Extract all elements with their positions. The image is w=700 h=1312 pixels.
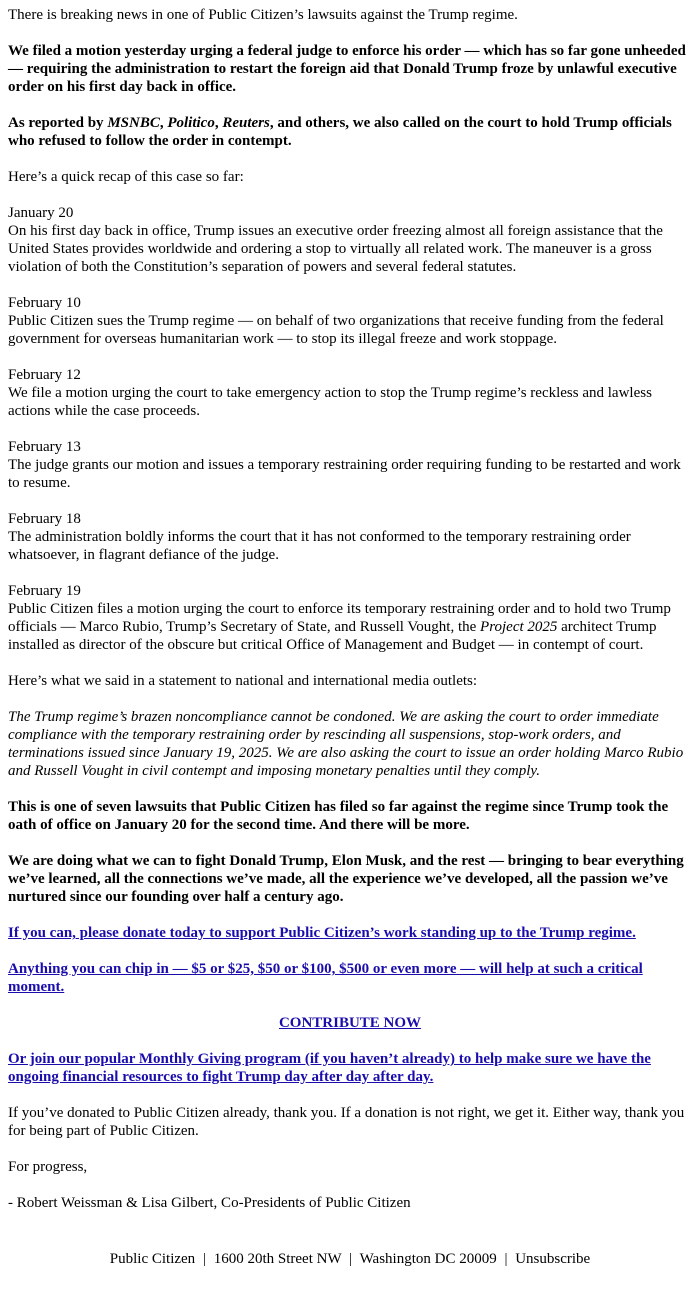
footer-separator: | <box>202 1251 206 1267</box>
fight-paragraph: We are doing what we can to fight Donald Trump, Elon Musk, and the rest — bringing to bear everything we’ve learned, all the connections we’ve made, all the experience we’ve developed, all the passion we’ve nurtured since our founding over half a century ago. <box>8 853 684 905</box>
timeline-date: January 20 <box>8 205 74 221</box>
footer-org: Public Citizen <box>109 1251 196 1267</box>
timeline-text: Public Citizen files a motion urging the court to enforce its temporary restraining order and to hold two Trump officials — Marco Rubio, Trump’s Secretary of State, and Russell Vought, the Project 2025 architect Trump installed as director of the obscure but critical Office of Management and Budget — in contempt of court. <box>8 601 671 653</box>
monthly-giving-link[interactable]: Or join our popular Monthly Giving program (if you haven’t already) to help make sure we have the ongoing financial resources to fight Trump day after day after day. <box>8 1051 651 1085</box>
timeline-text: We file a motion urging the court to take emergency action to stop the Trump regime’s reckless and lawless actions while the case proceeds. <box>8 385 652 419</box>
footer-separator: | <box>504 1251 508 1267</box>
donate-link[interactable]: If you can, please donate today to support Public Citizen’s work standing up to the Trump regime. <box>8 925 636 941</box>
timeline-entry <box>8 438 692 492</box>
thanks-paragraph: If you’ve donated to Public Citizen already, thank you. If a donation is not right, we get it. Either way, thank you for being part of Public Citizen. <box>8 1105 685 1139</box>
intro-paragraph: There is breaking news in one of Public Citizen’s lawsuits against the Trump regime. <box>8 7 518 23</box>
timeline-text: On his first day back in office, Trump issues an executive order freezing almost all foreign assistance that the United States provides worldwide and ordering a stop to virtually all related work. The maneuver is a gross violation of both the Constitution’s separation of powers and several federal statutes. <box>8 223 663 275</box>
motion-paragraph: We filed a motion yesterday urging a federal judge to enforce his order — which has so far gone unheeded — requiring the administration to restart the foreign aid that Donald Trump froze by unlawful executive order on his first day back in office. <box>8 43 686 95</box>
chip-in-link[interactable]: Anything you can chip in — $5 or $25, $50 or $100, $500 or even more — will help at such a critical moment. <box>8 961 643 995</box>
unsubscribe-link[interactable]: Unsubscribe <box>515 1251 591 1267</box>
timeline-text: The judge grants our motion and issues a temporary restraining order requiring funding to be restarted and work to resume. <box>8 457 681 491</box>
timeline-date: February 18 <box>8 511 81 527</box>
footer <box>8 1250 692 1268</box>
closing: For progress, <box>8 1159 88 1175</box>
timeline-date: February 19 <box>8 583 81 599</box>
timeline-entry <box>8 204 692 276</box>
timeline-text: The administration boldly informs the court that it has not conformed to the temporary restraining order whatsoever, in flagrant defiance of the judge. <box>8 529 631 563</box>
statement-intro: Here’s what we said in a statement to national and international media outlets: <box>8 673 478 689</box>
politico-mention: Politico <box>167 115 215 131</box>
monthly-link-paragraph <box>8 1050 692 1086</box>
chip-in-link-paragraph <box>8 960 692 996</box>
signature: - Robert Weissman & Lisa Gilbert, Co-Presidents of Public Citizen <box>8 1195 411 1211</box>
project-2025-mention: Project 2025 <box>480 619 558 635</box>
reuters-mention: Reuters <box>222 115 270 131</box>
timeline-date: February 13 <box>8 439 81 455</box>
timeline-entry <box>8 366 692 420</box>
contribute-paragraph <box>8 1014 692 1032</box>
lawsuits-paragraph: This is one of seven lawsuits that Public Citizen has filed so far against the regime since Trump took the oath of office on January 20 for the second time. And there will be more. <box>8 799 669 833</box>
footer-separator: | <box>349 1251 353 1267</box>
timeline-entry <box>8 294 692 348</box>
timeline-date: February 12 <box>8 367 81 383</box>
contribute-now-link[interactable]: CONTRIBUTE NOW <box>278 1015 422 1031</box>
timeline-date: February 10 <box>8 295 81 311</box>
timeline-entry <box>8 582 692 654</box>
footer-city: Washington DC 20009 <box>359 1251 497 1267</box>
recap-intro: Here’s a quick recap of this case so far: <box>8 169 244 185</box>
timeline-entry <box>8 510 692 564</box>
footer-address: 1600 20th Street NW <box>213 1251 342 1267</box>
statement-quote: The Trump regime’s brazen noncompliance cannot be condoned. We are asking the court to order immediate compliance with the temporary restraining order by rescinding all suspensions, stop-work orders, and terminations issued since January 19, 2025. We are also asking the court to issue an order holding Marco Rubio and Russell Vought in civil contempt and imposing monetary penalties until they comply. <box>8 709 684 779</box>
msnbc-mention: MSNBC <box>107 115 160 131</box>
donate-link-paragraph <box>8 924 692 942</box>
media-paragraph: As reported by MSNBC, Politico, Reuters, and others, we also called on the court to hold Trump officials who refused to follow the order in contempt. <box>8 115 672 149</box>
timeline-text: Public Citizen sues the Trump regime — on behalf of two organizations that receive funding from the federal government for overseas humanitarian work — to stop its illegal freeze and work stoppage. <box>8 313 664 347</box>
